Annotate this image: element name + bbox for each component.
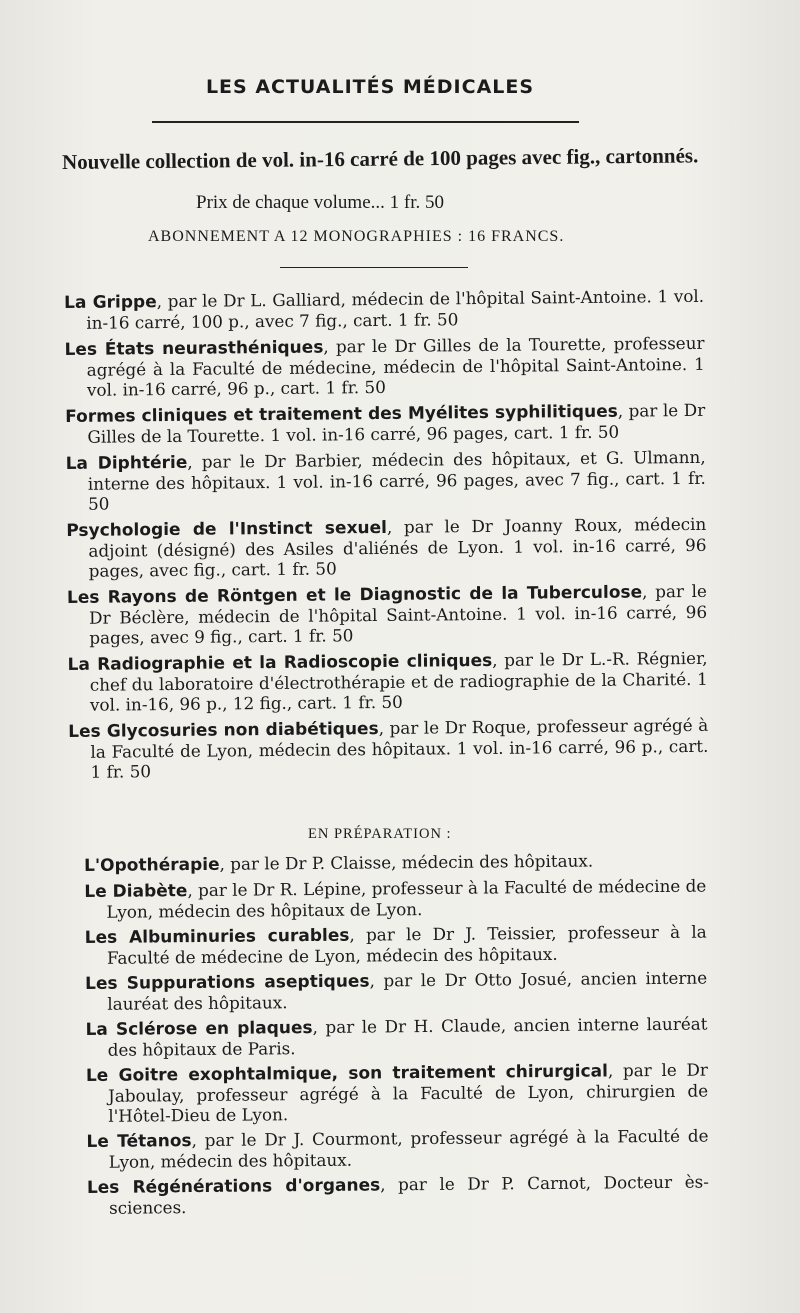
book-entry	[67, 648, 708, 715]
book-entry	[66, 447, 707, 514]
book-title: Les États neurasthéniques	[64, 337, 324, 360]
preparation-entry	[85, 1014, 707, 1060]
book-description: , par le Dr Otto Josué, ancien interne lauréat des hôpitaux.	[107, 967, 708, 1014]
book-title: Le Goitre exophtalmique, son traitement chirurgical	[85, 1061, 609, 1086]
book-description: , par le Dr Gilles de la Tourette, professeur agrégé à la Faculté de médecine, médecin de l'hôpital Saint-Antoine. 1 vol. in-16 carré, 96 p., cart.	[86, 332, 705, 400]
book-title: Formes cliniques et traitement des Myélites syphilitiques	[65, 401, 618, 427]
preparation-entry	[86, 1126, 708, 1172]
book-description: , par le Dr L. Galliard, médecin de l'hôpital Saint-Antoine. 1 vol. in-16 carré, 100 p., avec 7 fig., cart.	[86, 285, 705, 333]
book-price: 1 fr. 50	[87, 467, 706, 514]
book-entry	[64, 333, 705, 400]
book-list	[64, 286, 709, 788]
book-description: , par le Dr H. Claude, ancien interne lauréat des hôpitaux de Paris.	[107, 1013, 708, 1060]
preparation-entry	[85, 968, 707, 1014]
book-price: 1 fr. 50	[558, 421, 620, 443]
book-description: , par le Dr Barbier, médecin des hôpitaux, et G. Ulmann, interne des hôpitaux. 1 vol. in-16 carré, 96 pages, avec 7 fig., cart.	[87, 446, 706, 494]
book-title: Les Albuminuries curables	[84, 925, 350, 948]
preparation-heading: EN PRÉPARATION :	[308, 826, 452, 842]
book-entry	[64, 286, 704, 333]
book-price: 1 fr. 50	[397, 309, 459, 330]
preparation-entry	[84, 876, 706, 922]
preparation-entry	[86, 1060, 709, 1126]
book-description: , par le Dr Gilles de la Tourette. 1 vol. in-16 carré, 96 pages, cart.	[87, 399, 706, 447]
book-title: Les Rayons de Röntgen et le Diagnostic de la Tuberculose	[66, 582, 643, 608]
book-title: Le Diabète	[84, 881, 188, 902]
preparation-entry	[85, 922, 707, 968]
book-description: , par le Dr J. Courmont, professeur agrégé à la Faculté de Lyon, médecin des hôpitaux.	[108, 1125, 709, 1172]
book-title: Les Suppurations aseptiques	[85, 971, 370, 994]
section-rule	[280, 267, 468, 268]
book-entry	[66, 514, 707, 581]
book-description: , par le Dr P. Claisse, médecin des hôpitaux.	[219, 850, 594, 874]
book-title: La Sclérose en plaques	[85, 1018, 313, 1040]
preparation-entry	[87, 1172, 709, 1218]
collection-description: Nouvelle collection de vol. in-16 carré de 100 pages avec fig., cartonnés.	[61, 143, 699, 174]
book-entry	[67, 581, 708, 648]
book-price: 1 fr. 50	[292, 625, 354, 646]
book-title: La Radiographie et la Radioscopie cliniques	[67, 650, 493, 675]
book-description: , par le Dr Béclère, médecin de l'hôpital Saint-Antoine. 1 vol. in-16 carré, 96 pages, avec 9 fig., cart.	[89, 580, 708, 648]
book-description: , par le Dr Roque, professeur agrégé à la Faculté de Lyon, médecin des hôpitaux. 1 vol. in-16 carré, 96 p., cart.	[90, 714, 709, 762]
book-price: 1 fr. 50	[276, 558, 337, 579]
book-price: 1 fr. 50	[90, 761, 152, 782]
book-description: , par le Dr L.-R. Régnier, chef du laboratoire d'électrothérapie et de radiographie de la Charité. 1 vol. in-16, 96 p., 12 fig., cart.	[89, 647, 708, 715]
book-price: 1 fr. 50	[325, 376, 386, 398]
book-description: , par le Dr J. Teissier, professeur à la Faculté de médecine de Lyon, médecin des hôpitaux.	[106, 921, 707, 968]
book-entry	[65, 400, 705, 447]
book-title: Les Glycosuries non diabétiques	[68, 719, 379, 742]
book-title: La Grippe	[64, 292, 157, 313]
book-description: , par le Dr P. Carnot, Docteur ès-sciences.	[108, 1171, 709, 1218]
page-title: LES ACTUALITÉS MÉDICALES	[205, 76, 535, 98]
preparation-entry	[84, 850, 706, 876]
book-title: Psychologie de l'Instinct sexuel	[66, 517, 388, 541]
title-rule	[152, 121, 579, 123]
book-description: , par le Dr R. Lépine, professeur à la Faculté de médecine de Lyon, médecin des hôpitaux de Lyon.	[106, 875, 707, 922]
book-title: L'Opothérapie	[84, 854, 220, 876]
book-description: , par le Dr Joanny Roux, médecin adjoint (désigné) des Asiles d'aliénés de Lyon. 1 vol. in-16 carré, 96 pages, avec fig., cart.	[88, 513, 707, 581]
book-title: Les Régénérations d'organes	[86, 1175, 381, 1198]
book-title: Le Tétanos	[86, 1131, 192, 1152]
subscription-offer: ABONNEMENT A 12 MONOGRAPHIES : 16 FRANCS.	[148, 228, 565, 245]
preparation-list	[84, 850, 709, 1223]
book-entry	[68, 715, 709, 782]
book-title: La Diphtérie	[65, 452, 188, 474]
book-description: , par le Dr Jaboulay, professeur agrégé à la Faculté de Lyon, chirurgien de l'Hôtel-Dieu de Lyon.	[108, 1059, 709, 1126]
book-price: 1 fr. 50	[342, 691, 403, 713]
volume-price: Prix de chaque volume... 1 fr. 50	[196, 192, 445, 213]
